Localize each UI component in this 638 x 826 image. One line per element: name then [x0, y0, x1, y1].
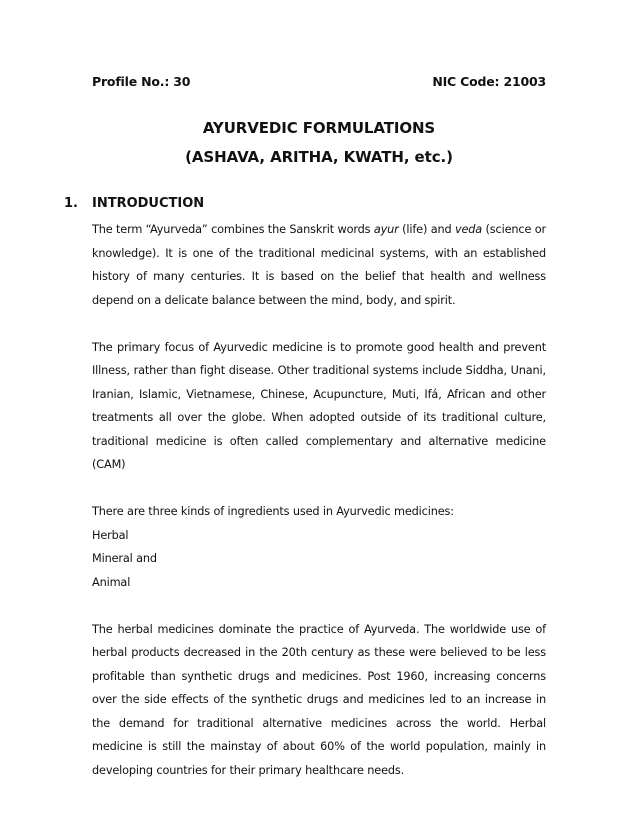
section-number: 1.: [64, 196, 78, 211]
ingredient-item: Herbal: [92, 528, 129, 542]
nic-code: NIC Code: 21003: [432, 74, 546, 89]
section-body: [92, 218, 546, 782]
document-title: AYURVEDIC FORMULATIONS: [202, 119, 436, 137]
paragraph-1-text-c: (science or knowledge). It is one of the traditional medicinal systems, with an established history of many centuries. It is based on the belief that health and wellness depend on a delicate balance between the mind, body, and spirit.: [92, 223, 546, 307]
section-title: INTRODUCTION: [92, 196, 205, 211]
section-heading: [64, 196, 204, 211]
paragraph-1: [92, 218, 546, 312]
paragraph-4: The herbal medicines dominate the practice of Ayurveda. The worldwide use of herbal products decreased in the 20th century as these were believed to be less profitable than synthetic drugs and medicines. Post 1960, increasing concerns over the side effects of the synthetic drugs and medicines led to an increase in the demand for traditional alternative medicines across the world. Herbal medicine is still the mainstay of about 60% of the world population, mainly in developing countries for their primary healthcare needs.: [92, 622, 546, 777]
profile-number: Profile No.: 30: [92, 74, 191, 89]
paragraph-2: The primary focus of Ayurvedic medicine is to promote good health and prevent Illness, rather than fight disease. Other traditional systems include Siddha, Unani, Iranian, Islamic, Vietnamese, Chinese, Acupuncture, Muti, Ifá, African and other treatments all over the globe. When adopted outside of its traditional culture, traditional medicine is often called complementary and alternative medicine (CAM): [92, 340, 546, 471]
term-ayur: ayur: [373, 223, 399, 236]
document-subtitle: (ASHAVA, ARITHA, KWATH, etc.): [185, 148, 453, 166]
term-veda: veda: [454, 223, 483, 236]
paragraph-1-text-b: (life) and: [398, 223, 455, 236]
paragraph-1-text-a: The term “Ayurveda” combines the Sanskrit words: [92, 223, 374, 236]
document-header: [92, 74, 546, 89]
paragraph-3: There are three kinds of ingredients used in Ayurvedic medicines:: [92, 505, 454, 518]
ingredient-item: Animal: [92, 575, 131, 589]
ingredient-item: Mineral and: [92, 552, 157, 565]
